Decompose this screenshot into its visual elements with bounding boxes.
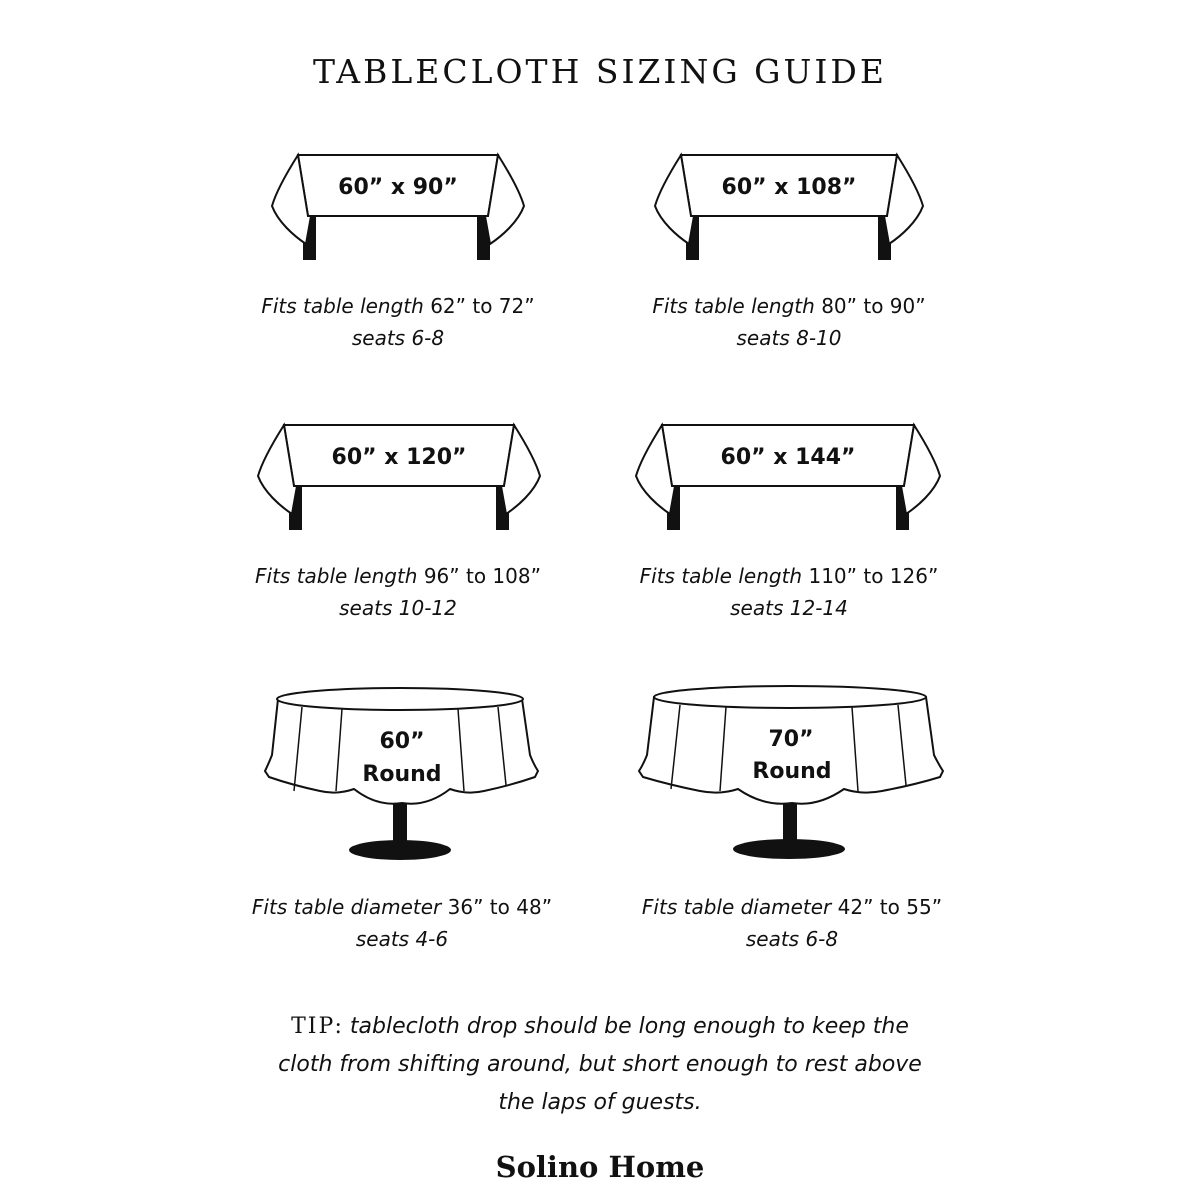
- rect-tablecloth-icon: [256, 422, 542, 534]
- fit-range: 110” to 126”: [808, 564, 939, 588]
- rect-tablecloth-diagram-2: [653, 152, 925, 264]
- fit-range: 62” to 72”: [430, 294, 535, 318]
- brand-logo-text: Solino Home: [495, 1150, 705, 1184]
- caption-5: [192, 891, 612, 955]
- rect-tablecloth-icon: [634, 422, 942, 534]
- page-title: TABLECLOTH SIZING GUIDE: [313, 52, 887, 91]
- rect-tablecloth-diagram-3: [256, 422, 542, 534]
- size-label: 60” x 108”: [721, 175, 857, 200]
- size-label: 60” x 90”: [338, 175, 458, 200]
- fit-range: 36” to 48”: [447, 895, 553, 919]
- tip-label: TIP:: [291, 1014, 344, 1039]
- round-tablecloth-diagram-2: [636, 683, 946, 865]
- round-tablecloth-diagram-1: [262, 685, 540, 865]
- round-tablecloth-icon: [262, 685, 540, 865]
- size-label: 60” x 144”: [720, 445, 856, 470]
- seats-text: seats 8-10: [736, 326, 842, 350]
- fit-label: Fits table length: [261, 294, 424, 318]
- fit-label: Fits table diameter: [641, 895, 832, 919]
- caption-6: [582, 891, 1002, 955]
- seats-text: seats 6-8: [745, 927, 839, 951]
- fit-range: 96” to 108”: [423, 564, 541, 588]
- size-label-line1: 60”: [379, 729, 425, 754]
- caption-4: [579, 560, 999, 624]
- round-tablecloth-icon: [636, 683, 946, 865]
- fit-label: Fits table length: [639, 564, 803, 588]
- caption-3: [188, 560, 608, 624]
- fit-range: 42” to 55”: [837, 895, 943, 919]
- rect-tablecloth-diagram-4: [634, 422, 942, 534]
- seats-text: seats 4-6: [355, 927, 449, 951]
- caption-2: [579, 290, 999, 354]
- tip-line-1: tablecloth drop should be long enough to keep the: [349, 1014, 909, 1039]
- caption-1: [188, 290, 608, 354]
- size-label: 60” x 120”: [331, 445, 467, 470]
- fit-label: Fits table length: [652, 294, 815, 318]
- size-label-line2: Round: [752, 759, 832, 784]
- rect-tablecloth-icon: [653, 152, 925, 264]
- tip-line-2: cloth from shifting around, but short enough to rest above: [278, 1052, 922, 1077]
- fit-label: Fits table length: [255, 564, 418, 588]
- tip-text: [200, 1008, 1000, 1122]
- seats-text: seats 6-8: [351, 326, 445, 350]
- size-label-line1: 70”: [768, 727, 814, 752]
- tip-line-3: the laps of guests.: [498, 1090, 702, 1115]
- seats-text: seats 12-14: [730, 596, 848, 620]
- rect-tablecloth-icon: [270, 152, 526, 264]
- size-label-line2: Round: [362, 762, 442, 787]
- rect-tablecloth-diagram-1: [270, 152, 526, 264]
- fit-label: Fits table diameter: [251, 895, 442, 919]
- fit-range: 80” to 90”: [821, 294, 926, 318]
- seats-text: seats 10-12: [339, 596, 457, 620]
